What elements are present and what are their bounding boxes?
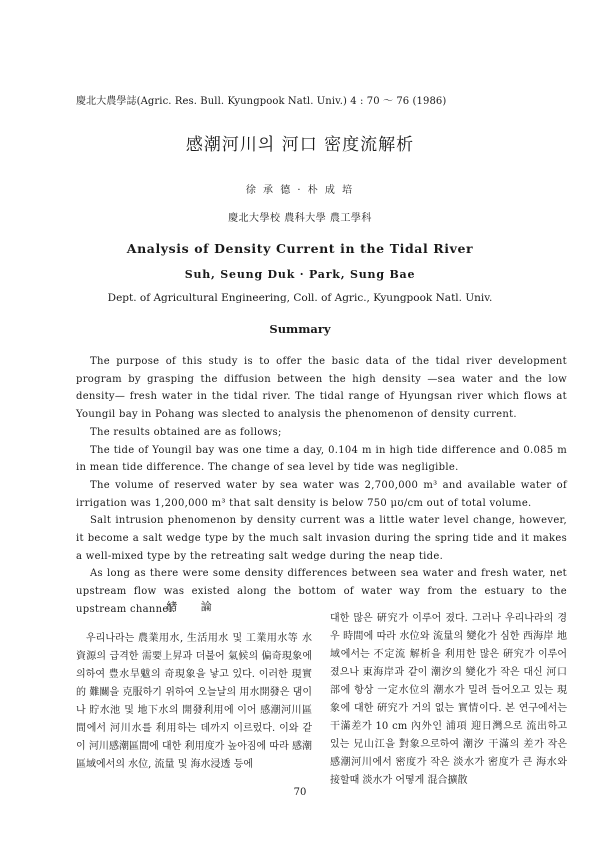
summary-paragraph: The tide of Youngil bay was one time a day, 0.104 m in high tide difference and 0.085 m in mean tide difference. The change of sea level by tide was negligible.: [76, 444, 567, 474]
summary-paragraph: The results obtained are as follows;: [90, 426, 282, 438]
journal-citation: 慶北大農學誌(Agric. Res. Bull. Kyungpook Natl. Univ.) 4 : 70 ～ 76 (1986): [76, 96, 447, 107]
affiliation-english: Dept. of Agricultural Engineering, Coll. of Agric., Kyungpook Natl. Univ.: [107, 292, 493, 304]
authors-korean: 徐 承 德 · 朴 成 培: [245, 185, 355, 196]
affiliation-korean: 慶北大學校 農科大學 農工學科: [228, 213, 372, 224]
introduction-right-column: 대한 많은 硏究가 이루어 졌다. 그러나 우리나라의 경우 時間에 따라 水位와 流量의 變化가 심한 西海岸 地域에서는 不定流 解析을 利用한 많은 硏究가 이루어 졌으나 東海岸과 같이 潮汐의 變化가 작은 대신 河口部에 항상 一定水位의 潮水가 밀려 들어오고 있는 現象에 대한 硏究가 거의 없는 實情이다. 본 연구에서는 干滿差가 10 cm 內外인 浦項 迎日灣으로 流出하고 있는 兄山江을 對象으로하여 潮汐 干滿의 差가 작은 感潮河川에서 密度가 작은 淡水가 密度가 큰 海水와 接할때 淡水가 어떻게 混合擴散: [330, 613, 567, 786]
title-english: Analysis of Density Current in the Tidal River: [126, 241, 474, 256]
summary-paragraph: The purpose of this study is to offer the basic data of the tidal river development program by grasping the diffusion between the high density —sea water and the low density— fresh water in the tidal river. The tidal range of Hyungsan river which flows at Youngil bay in Pohang was slected to analysis the phenomenon of density current.: [76, 356, 567, 421]
summary-abstract: [76, 353, 567, 619]
authors-english: Suh, Seung Duk · Park, Sung Bae: [184, 268, 416, 281]
title-korean: 感潮河川의 河口 密度流解析: [185, 135, 415, 155]
introduction-left-column: 우리나라는 農業用水, 生活用水 및 工業用水等 水資源의 급격한 需要上昇과 더불어 氣候의 偏奇現象에 의하여 豊水旱魃의 奇現象을 낳고 있다. 이러한 現實的 難關을 克服하기 위하여 오늘날의 用水開發은 댐이나 貯水池 및 地下水의 開發利用에 이어 感潮河川區間에서 河川水를 利用하는 데까지 이르렀다. 이와 같이 河川感潮區間에 대한 利用度가 높아짐에 따라 感潮區域에서의 水位, 流量 및 海水浸透 등에: [76, 633, 312, 770]
summary-heading: Summary: [269, 322, 331, 336]
summary-paragraph: The volume of reserved water by sea water was 2,700,000 m³ and available water of irrigation was 1,200,000 m³ that salt density is below 750 μʊ/cm out of total volume.: [76, 479, 567, 509]
page-number: 70: [293, 787, 307, 798]
introduction-heading: 緖 論: [166, 600, 222, 613]
summary-paragraph: As long as there were some density differences between sea water and fresh water, net upstream flow was existed along the bottom of water way from the estuary to the upstream channel.: [76, 568, 567, 615]
summary-paragraph: Salt intrusion phenomenon by density current was a little water level change, however, it become a salt wedge type by the much salt invasion during the spring tide and it makes a well-mixed type by the retreating salt wedge during the neap tide.: [76, 515, 567, 562]
